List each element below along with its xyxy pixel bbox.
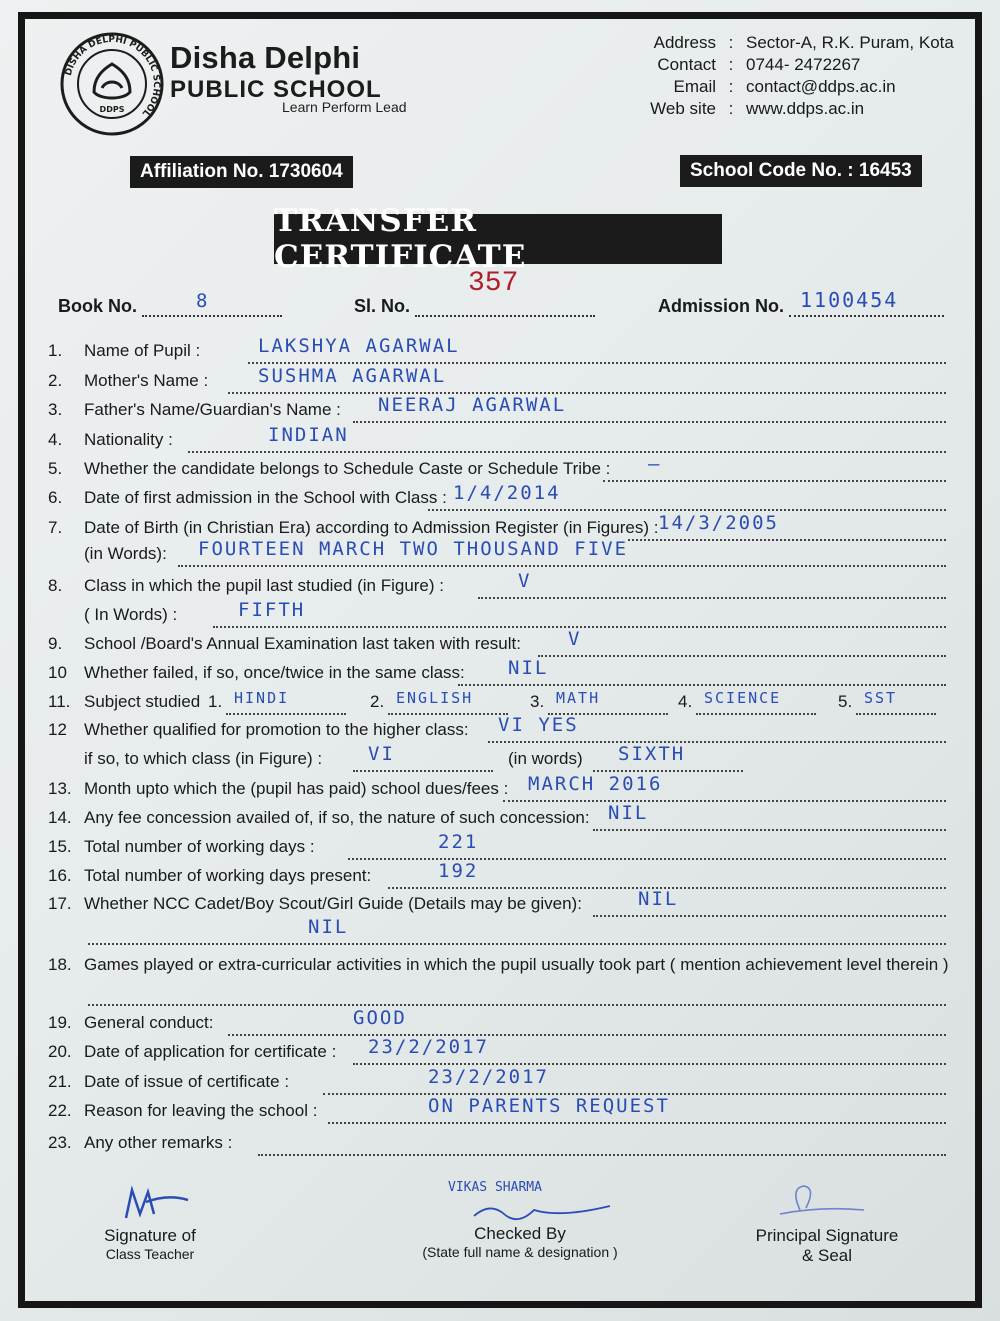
dotted-line — [248, 362, 946, 364]
dotted-line — [503, 800, 946, 802]
row-number: 7. — [48, 518, 63, 537]
form-row — [48, 538, 948, 570]
subject-number: 3. — [530, 692, 545, 711]
contact-label: Web site — [650, 99, 716, 118]
form-row — [48, 394, 948, 426]
field-label: (in Words): — [84, 544, 167, 563]
field-label: if so, to which class (in Figure) : — [84, 749, 323, 768]
row-number: 6. — [48, 488, 63, 507]
row-number: 15. — [48, 837, 72, 856]
row-number: 20. — [48, 1042, 72, 1061]
row-number: 12 — [48, 720, 67, 739]
field-value: MARCH 2016 — [528, 773, 663, 795]
field-value: 221 — [438, 831, 479, 853]
form-row — [48, 424, 948, 456]
row-number: 23. — [48, 1133, 72, 1152]
checked-line1: Checked By — [474, 1224, 566, 1243]
subject-number: 2. — [370, 692, 385, 711]
field-label: Whether failed, if so, once/twice in the same class: — [84, 663, 465, 682]
field-value: V — [568, 628, 582, 650]
title-banner — [274, 203, 722, 275]
row-number: 22. — [48, 1101, 72, 1120]
dotted-line — [488, 741, 946, 743]
book-label: Book No. — [58, 296, 137, 316]
dotted-line — [603, 480, 946, 482]
dotted-line — [228, 392, 946, 394]
field-label: ( In Words) : — [84, 605, 178, 624]
field-label: Games played or extra-curricular activities in which the pupil usually took part ( mention achievement level therein ) — [84, 955, 949, 974]
field-label: Father's Name/Guardian's Name : — [84, 400, 341, 419]
principal-line2: & Seal — [801, 1246, 853, 1265]
school-logo-icon — [58, 30, 166, 138]
dotted-line — [88, 1004, 946, 1006]
field-label: Date of issue of certificate : — [84, 1072, 290, 1091]
subject-number: 1. — [208, 692, 223, 711]
field-value: 192 — [438, 860, 479, 882]
field-value: INDIAN — [268, 424, 349, 446]
contact-label: Email — [673, 77, 716, 96]
admission-label: Admission No. — [658, 296, 785, 316]
contact-label: Address — [653, 33, 716, 52]
dotted-line — [226, 713, 346, 715]
principal-line1: Principal Signature — [755, 1226, 899, 1245]
dotted-line — [856, 713, 936, 715]
field-label: Nationality : — [84, 430, 173, 449]
dotted-line — [228, 1034, 946, 1036]
contact-address: Address : Sector-A, R.K. Puram, Kota — [640, 32, 954, 54]
teacher-line2: Class Teacher — [105, 1246, 195, 1262]
form-row — [48, 860, 948, 892]
field-label: Date of Birth (in Christian Era) according to Admission Register (in Figures) : — [84, 518, 659, 537]
field-label: Whether the candidate belongs to Schedule Caste or Schedule Tribe : — [84, 459, 611, 478]
row-number: 17. — [48, 894, 72, 913]
row-number: 2. — [48, 371, 63, 390]
row-number: 13. — [48, 779, 72, 798]
sl-label: Sl. No. — [354, 296, 411, 316]
subject-name: MATH — [556, 689, 601, 707]
sl-number-field — [354, 296, 595, 317]
field-value: VI YES — [498, 714, 579, 736]
checked-by-name: VIKAS SHARMA — [448, 1180, 542, 1195]
dotted-line — [178, 565, 946, 567]
dotted-line — [328, 1122, 946, 1124]
promotion-words-value: SIXTH — [618, 743, 686, 765]
contact-block — [640, 32, 954, 120]
contact-value: 0744- 2472267 — [746, 55, 861, 74]
admission-value: 1100454 — [800, 288, 899, 312]
affiliation-badge: Affiliation No. 1730604 — [130, 156, 353, 188]
field-label: Class in which the pupil last studied (in Figure) : — [84, 576, 444, 595]
school-subtitle: PUBLIC SCHOOL — [170, 76, 382, 103]
field-label: Mother's Name : — [84, 371, 209, 390]
dotted-line — [258, 1154, 946, 1156]
field-value: V — [518, 570, 532, 592]
book-value: 8 — [196, 290, 210, 312]
logo-ring-text: DISHA DELPHI PUBLIC SCHOOL — [63, 34, 162, 119]
field-value: 23/2/2017 — [368, 1036, 489, 1058]
row-number: 8. — [48, 576, 63, 595]
form-row — [48, 802, 948, 834]
field-value: 14/3/2005 — [658, 512, 779, 534]
form-row — [48, 1133, 948, 1159]
row-number: 16. — [48, 866, 72, 885]
subject-number: 5. — [838, 692, 853, 711]
row-number: 3. — [48, 400, 63, 419]
field-label: Date of first admission in the School with Class : — [84, 488, 447, 507]
contact-label: Contact — [657, 55, 716, 74]
form-row — [48, 1095, 948, 1127]
book-number-field — [58, 296, 282, 317]
form-row — [48, 570, 948, 602]
principal-signature-block — [752, 1226, 902, 1266]
field-value: FOURTEEN MARCH TWO THOUSAND FIVE — [198, 538, 629, 560]
field-value: NEERAJ AGARWAL — [378, 394, 567, 416]
serial-number: 357 — [468, 268, 519, 299]
field-value: GOOD — [353, 1007, 407, 1029]
field-value: SUSHMA AGARWAL — [258, 365, 447, 387]
field-value: NIL — [608, 802, 649, 824]
form-row — [48, 743, 948, 775]
field-label: Total number of working days present: — [84, 866, 372, 885]
form-row — [48, 773, 948, 805]
field-value: NIL — [508, 657, 549, 679]
subject-number: 4. — [678, 692, 693, 711]
row-number: 5. — [48, 459, 63, 478]
dotted-line — [696, 713, 816, 715]
subject-name: HINDI — [234, 689, 290, 707]
row-number: 21. — [48, 1072, 72, 1091]
dotted-line — [353, 1063, 946, 1065]
dotted-line — [458, 684, 946, 686]
form-row — [48, 657, 948, 689]
form-row — [48, 714, 948, 746]
field-label: Date of application for certificate : — [84, 1042, 337, 1061]
dotted-line — [353, 421, 946, 423]
field-label: Whether qualified for promotion to the higher class: — [84, 720, 469, 739]
form-row — [48, 888, 948, 920]
field-value: NIL — [308, 916, 349, 938]
form-row — [48, 955, 948, 981]
form-row — [48, 831, 948, 863]
field-value: NIL — [638, 888, 679, 910]
contact-value: www.ddps.ac.in — [746, 99, 865, 118]
row-number: 10 — [48, 663, 67, 682]
teacher-signature-block — [100, 1226, 200, 1262]
checked-signature-icon — [470, 1198, 620, 1224]
field-label: Any fee concession availed of, if so, the nature of such concession: — [84, 808, 590, 827]
dotted-line — [593, 829, 946, 831]
form-row — [48, 482, 948, 514]
dotted-line — [188, 451, 946, 453]
contact-email: Email : contact@ddps.ac.in — [640, 76, 954, 98]
dotted-line — [88, 943, 946, 945]
field-value: 23/2/2017 — [428, 1066, 549, 1088]
field-value: — — [648, 453, 662, 475]
certificate-title: TRANSFER CERTIFICATE — [274, 203, 527, 275]
school-name: Disha Delphi — [170, 40, 361, 75]
dotted-line — [478, 597, 946, 599]
field-label: Month upto which the (pupil has paid) school dues/fees : — [84, 779, 509, 798]
dotted-line — [428, 509, 946, 511]
logo-bottom-text: DDPS — [99, 105, 125, 114]
checked-by-block — [410, 1224, 630, 1260]
field-label: General conduct: — [84, 1013, 214, 1032]
contact-phone: Contact : 0744- 2472267 — [640, 54, 954, 76]
principal-signature-icon — [770, 1180, 870, 1220]
dotted-line — [538, 655, 946, 657]
field-label: School /Board's Annual Examination last taken with result: — [84, 634, 521, 653]
form-row — [48, 599, 948, 631]
field-value: FIFTH — [238, 599, 306, 621]
checked-line2: (State full name & designation ) — [422, 1244, 618, 1260]
field-label: Subject studied — [84, 692, 201, 711]
subject-name: SCIENCE — [704, 689, 782, 707]
school-tagline: Learn Perform Lead — [282, 99, 407, 115]
field-label: Reason for leaving the school : — [84, 1101, 318, 1120]
row-number: 11. — [48, 692, 71, 711]
form-row — [48, 1007, 948, 1039]
field-label: Name of Pupil : — [84, 341, 201, 360]
dotted-line — [628, 539, 946, 541]
subject-name: SST — [864, 689, 898, 707]
row-number: 1. — [48, 341, 63, 360]
contact-website: Web site : www.ddps.ac.in — [640, 98, 954, 120]
school-code-badge: School Code No. : 16453 — [680, 155, 922, 187]
field-value: LAKSHYA AGARWAL — [258, 335, 460, 357]
row-number: 4. — [48, 430, 63, 449]
field-value: ON PARENTS REQUEST — [428, 1095, 670, 1117]
dotted-line — [593, 915, 946, 917]
dotted-line — [353, 770, 493, 772]
field-label: Total number of working days : — [84, 837, 315, 856]
form-row — [48, 335, 948, 367]
subject-name: ENGLISH — [396, 689, 474, 707]
teacher-line1: Signature of — [104, 1226, 196, 1245]
contact-value: contact@ddps.ac.in — [746, 77, 896, 96]
form-row — [48, 628, 948, 660]
contact-value: Sector-A, R.K. Puram, Kota — [746, 33, 954, 52]
dotted-line — [388, 713, 508, 715]
row-number: 14. — [48, 808, 72, 827]
row-number: 18. — [48, 955, 72, 974]
field-label: Any other remarks : — [84, 1133, 233, 1152]
row-number: 9. — [48, 634, 63, 653]
row-number: 19. — [48, 1013, 72, 1032]
field-value: VI — [368, 743, 395, 765]
field-value: 1/4/2014 — [453, 482, 561, 504]
field-label: Whether NCC Cadet/Boy Scout/Girl Guide (Details may be given): — [84, 894, 582, 913]
form-row — [48, 1036, 948, 1068]
promotion-words-label: (in words) — [508, 749, 583, 768]
teacher-signature-icon — [118, 1184, 198, 1228]
form-row — [48, 983, 948, 1009]
dotted-line — [593, 770, 743, 772]
form-row — [48, 916, 948, 948]
